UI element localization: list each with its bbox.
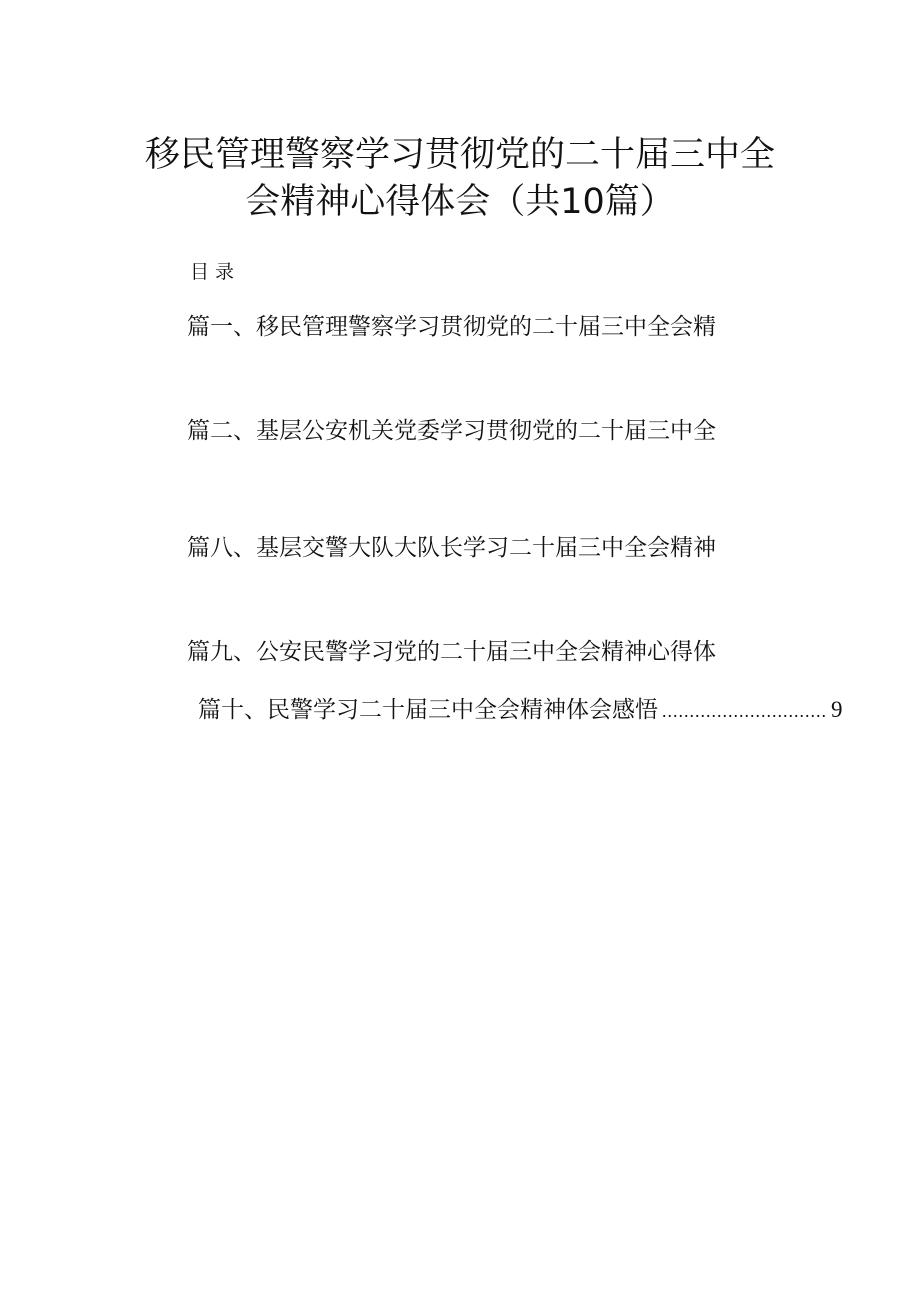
toc-entry-8[interactable]: 篇八、基层交警大队大队长学习二十届三中全会精神 bbox=[187, 535, 716, 561]
document-title-line-1: 移民管理警察学习贯彻党的二十届三中全 bbox=[144, 135, 775, 175]
toc-entry-2[interactable]: 篇二、基层公安机关党委学习贯彻党的二十届三中全 bbox=[187, 418, 716, 444]
toc-entry-10[interactable] bbox=[198, 694, 843, 727]
document-title-line-2: 会精神心得体会（共10篇） bbox=[245, 182, 675, 222]
toc-entry-1[interactable]: 篇一、移民管理警察学习贯彻党的二十届三中全会精 bbox=[187, 314, 716, 340]
toc-entry-9[interactable]: 篇九、公安民警学习党的二十届三中全会精神心得体 bbox=[187, 639, 716, 665]
toc-entry-10-label: 篇十、民警学习二十届三中全会精神体会感悟 bbox=[198, 697, 658, 723]
toc-dot-leader: .............................. bbox=[662, 701, 827, 721]
toc-heading: 目录 bbox=[190, 261, 241, 283]
toc-page-number: 9 bbox=[831, 697, 843, 722]
